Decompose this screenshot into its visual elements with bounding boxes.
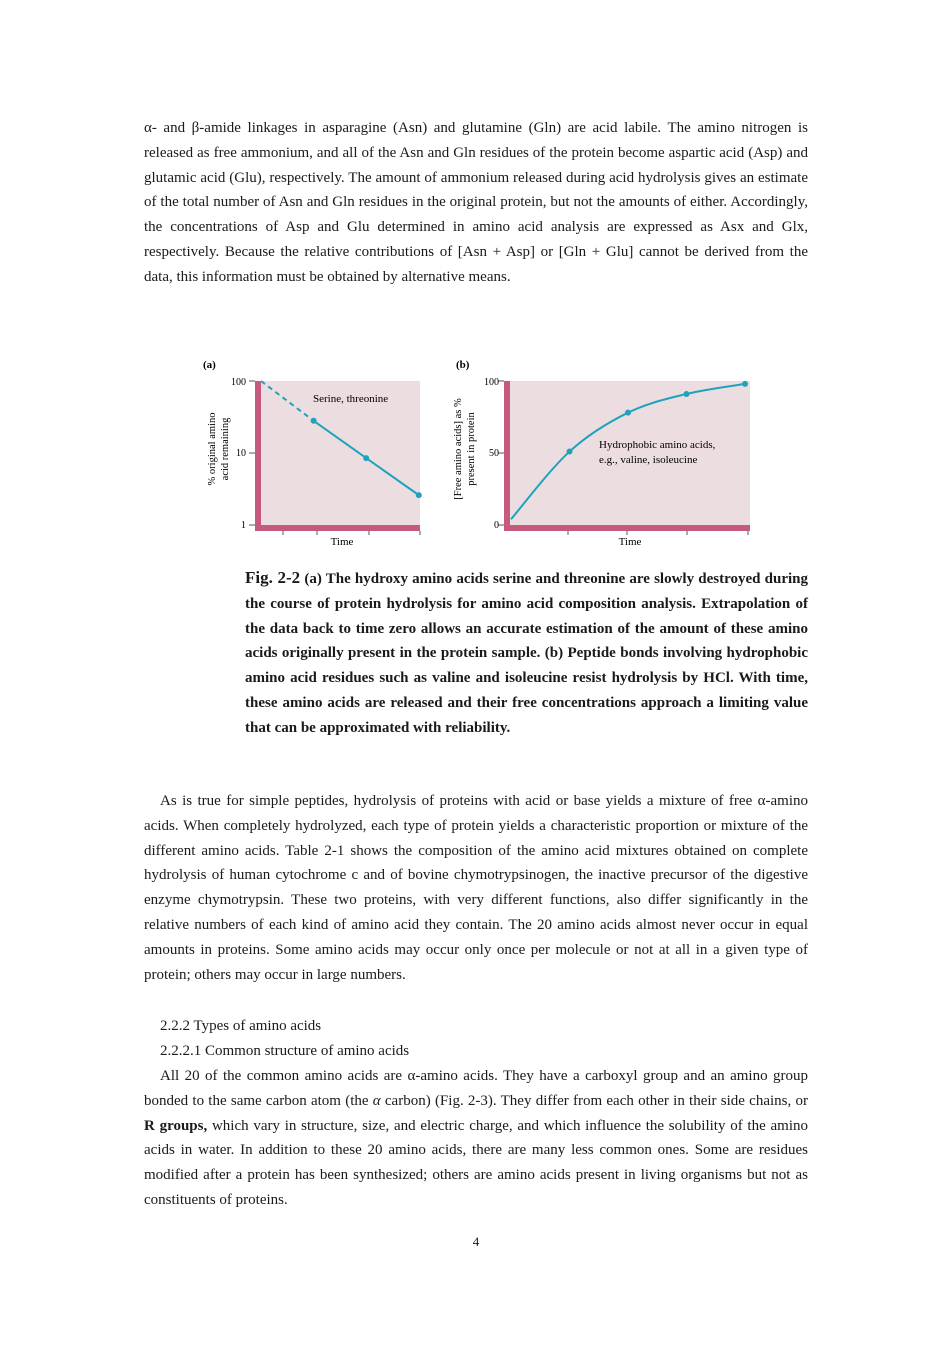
page-number: 4	[472, 1234, 480, 1249]
panel-b-point-4	[742, 381, 748, 387]
panel-b-x-axis	[504, 525, 750, 531]
intro-paragraph: α- and β-amide linkages in asparagine (Asn) and glutamine (Gln) are acid labile. The amino nitrogen is released as free ammonium, and all of the Asn and Gln residues of the protein become aspartic acid (Asp) and glutamic acid (Glu), respectively. The amount of ammonium released during acid hydrolysis gives an estimate of the total number of Asn and Gln residues in the original protein, but not the amounts of either. Accordingly, the concentrations of Asp and Glu determined in amino acid analysis are expressed as Asx and Glx, respectively. Because the relative contributions of [Asn + Asp] or [Gln + Glu] cannot be derived from the data, this information must be obtained by alternative means.	[144, 120, 808, 285]
panel-a-ytick-100: 100	[231, 377, 246, 388]
r-groups-term: R groups,	[144, 1117, 208, 1134]
panel-b-series-label-2: e.g., valine, isoleucine	[599, 454, 698, 466]
panel-a-point-2	[363, 455, 369, 461]
panel-a-y-axis	[255, 381, 261, 528]
structure-text-1: All 20 of the common amino acids are α-amino acids. They have a carboxyl group and an amino group bonded to the same carbon atom (the	[144, 1068, 808, 1109]
structure-text-3: which vary in structure, size, and electric charge, and which influence the solubility of the amino acids in water. In addition to these 20 amino acids, there are many less common ones. Some are residues modified after a protein has been synthesized; others are amino acids present in living organisms but not as constituents of proteins.	[144, 1117, 808, 1208]
structure-text-2: carbon) (Fig. 2-3). They differ from each other in their side chains, or	[380, 1092, 808, 1109]
panel-a-y-label-1: % original amino	[207, 412, 218, 486]
panel-b-y-label-1: [Free amino acids] as %	[453, 398, 464, 500]
panel-a-point-1	[311, 418, 317, 424]
panel-b-label: (b)	[456, 359, 470, 371]
composition-paragraph: As is true for simple peptides, hydrolysis of proteins with acid or base yields a mixture of free α-amino acids. When completely hydrolyzed, each type of protein yields a characteristic proportion or mixture of the different amino acids. Table 2-1 shows the composition of the amino acid mixtures obtained on complete hydrolysis of human cytochrome c and of bovine chymotrypsinogen, the inactive precursor of the digestive enzyme chymotrypsin. These two proteins, with very different functions, also differ significantly in the relative numbers of each kind of amino acid they contain. The 20 amino acids almost never occur in equal amounts in proteins. Some amino acids may occur only once per molecule or not at all in a given type of protein; others may occur in large numbers.	[144, 793, 808, 983]
figure-2-2	[195, 352, 765, 557]
section-heading-common-structure: 2.2.2.1 Common structure of amino acids	[160, 1043, 410, 1059]
panel-a-y-label-2: acid remaining	[220, 417, 231, 481]
panel-a-x-label: Time	[330, 536, 354, 548]
panel-b-point-3	[684, 391, 690, 397]
panel-a-series-label: Serine, threonine	[313, 393, 389, 405]
figure-number: Fig. 2-2	[245, 568, 301, 587]
panel-b-ytick-0: 0	[494, 520, 499, 531]
panel-a-ytick-1: 1	[241, 520, 246, 531]
panel-b-y-label-2: present in protein	[466, 412, 477, 486]
panel-a-x-axis	[255, 525, 420, 531]
panel-b-ytick-50: 50	[489, 448, 499, 459]
panel-a-label: (a)	[203, 359, 216, 371]
panel-b-point-1	[567, 449, 573, 455]
panel-b-y-axis	[504, 381, 510, 528]
alpha-symbol: α	[372, 1092, 381, 1109]
panel-b-ytick-100: 100	[484, 377, 499, 388]
figure-caption	[245, 566, 808, 741]
panel-b-point-2	[625, 410, 631, 416]
panel-a-point-3	[416, 492, 422, 498]
structure-paragraph	[144, 1064, 808, 1213]
caption-text: (a) The hydroxy amino acids serine and threonine are slowly destroyed during the course of protein hydrolysis for amino acid composition analysis. Extrapolation of the data back to time zero allows an accurate estimation of the amount of these amino acids originally present in the protein sample. (b) Peptide bonds involving hydrophobic amino acid residues such as valine and isoleucine resist hydrolysis by HCl. With time, these amino acids are released and their free concentrations approach a limiting value that can be approximated with reliability.	[245, 571, 808, 736]
panel-a-ytick-10: 10	[236, 448, 246, 459]
section-heading-types: 2.2.2 Types of amino acids	[160, 1018, 322, 1034]
panel-b-series-label-1: Hydrophobic amino acids,	[599, 439, 716, 451]
panel-b-x-label: Time	[618, 536, 642, 548]
